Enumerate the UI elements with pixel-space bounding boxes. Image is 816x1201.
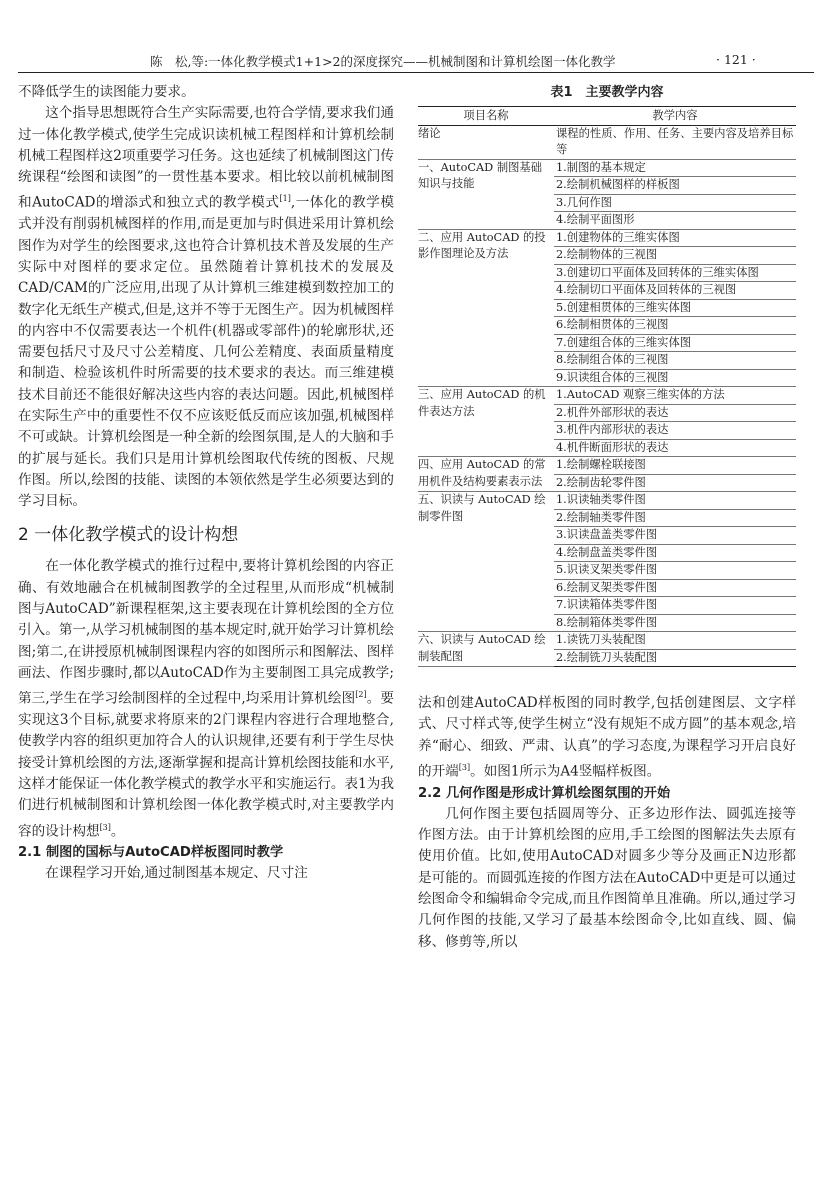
table-cell-content: 3.机件内部形状的表达: [554, 422, 796, 440]
subsection-heading: 2.2 几何作图是形成计算机绘图氛围的开始: [418, 785, 671, 801]
table-caption: 表1 主要教学内容: [550, 85, 664, 100]
right-column: [418, 82, 796, 953]
table-cell-project: 绪论: [418, 125, 554, 159]
table-cell-content: 5.创建相贯体的三维实体图: [554, 299, 796, 317]
table-cell-project: 一、AutoCAD 制图基础知识与技能: [418, 159, 554, 229]
table-header-content: 教学内容: [554, 107, 796, 126]
paragraph: 几何作图主要包括圆周等分、正多边形作法、圆弧连接等作图方法。由于计算机绘图的应用,手工绘图的图解法失去原有使用价值。比如,使用AutoCAD对圆多少等分及画正N边形都是可能的。而圆弧连接的作图方法在AutoCAD中更是可以通过绘图命令和编辑命令完成,而且作图简单且准确。所以,通过学习几何作图的技能,又学习了最基本绘图命令,比如直线、圆、偏移、修剪等,所以: [418, 805, 796, 950]
table-cell-project: 六、识读与 AutoCAD 绘制装配图: [418, 632, 554, 667]
table-cell-content: 2.绘制机械图样的样板图: [554, 177, 796, 195]
table-cell-content: 1.制图的基本规定: [554, 159, 796, 177]
table-cell-content: 3.识读盘盖类零件图: [554, 527, 796, 545]
table-row: [418, 159, 796, 177]
table-cell-content: 2.绘制轴类零件图: [554, 509, 796, 527]
table-cell-content: 3.创建切口平面体及回转体的三维实体图: [554, 264, 796, 282]
table-cell-content: 7.创建组合体的三维实体图: [554, 334, 796, 352]
table-header-project: 项目名称: [418, 107, 554, 126]
table-cell-content: 6.绘制相贯体的三视图: [554, 317, 796, 335]
table-cell-content: 2.绘制铣刀头装配图: [554, 649, 796, 667]
running-title: 陈 松,等:一体化教学模式1+1>2的深度探究——机械制图和计算机绘图一体化教学: [150, 54, 616, 69]
section-heading: 2 一体化教学模式的设计构想: [18, 525, 239, 546]
table-cell-content: 1.读铣刀头装配图: [554, 632, 796, 650]
table-cell-content: 8.绘制组合体的三视图: [554, 352, 796, 370]
table-cell-project: 五、识读与 AutoCAD 绘制零件图: [418, 492, 554, 632]
table-cell-content: 4.绘制盘盖类零件图: [554, 544, 796, 562]
citation: [3]: [99, 822, 111, 832]
table-cell-content: 1.创建物体的三维实体图: [554, 229, 796, 247]
table-cell-content: 1.绘制螺栓联接图: [554, 457, 796, 475]
table-cell-project: 四、应用 AutoCAD 的常用机件及结构要素表示法: [418, 457, 554, 492]
paragraph: 这个指导思想既符合生产实际需要,也符合学情,要求我们通过一体化教学模式,使学生完成识读机械工程图样和计算机绘制机械工程图样这2项重要学习任务。这也延续了机械制图这门传统课程“绘图和读图”的一贯性基本要求。相比较以前机械制图和AutoCAD的增添式和独立式的教学模式[1],一体化的教学模式并没有削弱机械图样的作用,而是更加与时俱进采用计算机绘图作为对学生的绘图要求,这也符合计算机技术普及发展的生产实际中对图样的要求定位。虽然随着计算机技术的发展及CAD/CAM的广泛应用,出现了从计算机三维建模到数控加工的数字化无纸生产模式,但是,这并不等于无图生产。因为机械图样的内容中不仅需要表达一个机件(机器或零部件)的轮廓形状,还需要包括尺寸及尺寸公差精度、几何公差精度、表面质量精度和制造、检验该机件时所需要的技术要求的表达。而三维建模技术目前还不能很好解决这些内容的表达问题。因此,机械图样在实际生产中的重要性不仅不应该贬低反而应该加强,机械图样不可或缺。计算机绘图是一种全新的绘图氛围,是人的大脑和手的扩展与延长。我们只是用计算机绘图取代传统的图板、尺规作图。所以,绘图的技能、读图的本领依然是学生必须要达到的学习目标。: [18, 105, 394, 510]
subsection-heading: 2.1 制图的国标与AutoCAD样板图同时教学: [18, 845, 284, 861]
table-row: [418, 229, 796, 247]
page-number: · 121 ·: [716, 52, 756, 67]
table-cell-content: 7.识读箱体类零件图: [554, 597, 796, 615]
table-cell-project: 三、应用 AutoCAD 的机件表达方法: [418, 387, 554, 457]
paragraph: 在课程学习开始,通过制图基本规定、尺寸注: [45, 865, 308, 882]
header-rule: [18, 72, 814, 73]
table-cell-content: 3.几何作图: [554, 194, 796, 212]
table-row: [418, 632, 796, 650]
table-cell-content: 5.识读叉架类零件图: [554, 562, 796, 580]
table-cell-content: 8.绘制箱体类零件图: [554, 614, 796, 632]
table-cell-project: 二、应用 AutoCAD 的投影作图理论及方法: [418, 229, 554, 387]
table-cell-content: 4.绘制切口平面体及回转体的三视图: [554, 282, 796, 300]
table-cell-content: 9.识读组合体的三视图: [554, 369, 796, 387]
table-cell-content: 2.绘制物体的三视图: [554, 247, 796, 265]
table-row: [418, 457, 796, 475]
paragraph: 在一体化教学模式的推行过程中,要将计算机绘图的内容正确、有效地融合在机械制图教学的全过程里,从而形成“机械制图与AutoCAD”新课程框架,这主要表现在计算机绘图的全方位引入。第一,从学习机械制图的基本规定时,就开始学习计算机绘图;第二,在讲授原机械制图课程内容的如图所示和图解法、图样画法、作图步骤时,都以AutoCAD作为主要制图工具完成教学;第三,学生在学习绘制图样的全过程中,均采用计算机绘图[2]。要实现这3个目标,就要求将原来的2门课程内容进行合理地整合,使教学内容的组织更加符合人的认识规律,还要有利于学生尽快接受计算机绘图的方法,逐渐掌握和提高计算机绘图技能和水平,这样才能保证一体化教学模式的教学水平和实施运行。表1为我们进行机械制图和计算机绘图一体化教学模式时,对主要教学内容的设计构想[3]。: [18, 558, 395, 840]
table-cell-content: 4.绘制平面图形: [554, 212, 796, 230]
paragraph: 不降低学生的读图能力要求。: [18, 84, 195, 100]
citation: [3]: [458, 762, 471, 772]
table-cell-content: 6.绘制叉架类零件图: [554, 579, 796, 597]
left-column: [18, 82, 394, 885]
citation: [1]: [279, 194, 291, 204]
table-row: [418, 387, 796, 405]
table-cell-content: 1.识读轴类零件图: [554, 492, 796, 510]
citation: [2]: [355, 690, 367, 700]
table-cell-content: 1.AutoCAD 观察三维实体的方法: [554, 387, 796, 405]
table-cell-content: 2.机件外部形状的表达: [554, 404, 796, 422]
running-header: [0, 50, 816, 72]
table-row: [418, 492, 796, 510]
table-cell-content: 2.绘制齿轮零件图: [554, 474, 796, 492]
table-cell-content: 课程的性质、作用、任务、主要内容及培养目标等: [554, 125, 796, 159]
table-cell-content: 4.机件断面形状的表达: [554, 439, 796, 457]
content-table: [418, 106, 796, 667]
paragraph: 法和创建AutoCAD样板图的同时教学,包括创建图层、文字样式、尺寸样式等,使学生树立“没有规矩不成方圆”的基本观念,培养“耐心、细致、严肃、认真”的学习态度,为课程学习开启良好的开端[3]。如图1所示为A4竖幅样板图。: [418, 695, 796, 780]
table-row: [418, 125, 796, 159]
